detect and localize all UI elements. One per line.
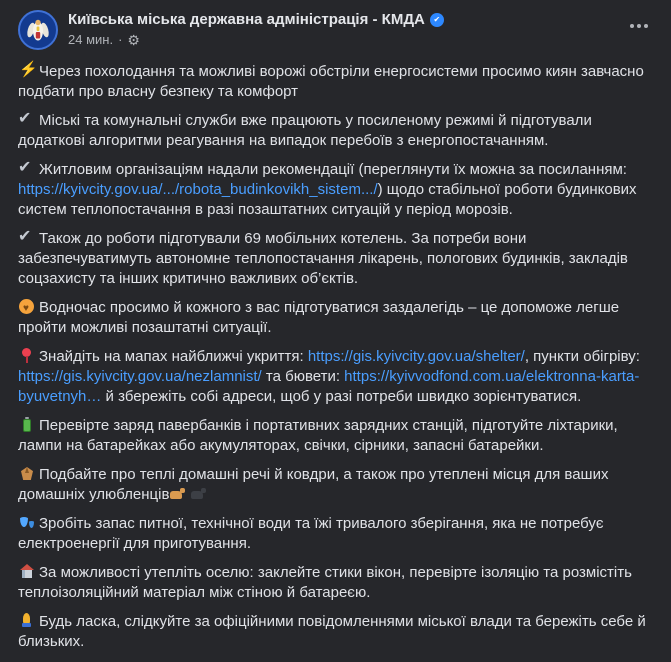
check-emoji bbox=[18, 230, 36, 245]
post-link[interactable]: https://gis.kyivcity.gov.ua/nezlamnist/ bbox=[18, 368, 262, 385]
black-cat-emoji bbox=[190, 486, 208, 501]
post-text: Через похолодання та можливі ворожі обстріли енергосистеми просимо киян завчасно подбати про власну безпеку та комфорт bbox=[18, 63, 644, 100]
post-text: ) щодо стабільної роботи будинкових систем теплопостачання в разі позаштатних ситуацій у період морозів. bbox=[18, 181, 637, 218]
page-name-row bbox=[68, 11, 444, 28]
post-link[interactable]: https://gis.kyivcity.gov.ua/shelter/ bbox=[307, 348, 525, 365]
page-avatar[interactable] bbox=[18, 10, 58, 50]
battery-emoji bbox=[18, 417, 36, 432]
kyiv-coat-of-arms-icon bbox=[18, 10, 58, 50]
post-text: та бювети: bbox=[261, 368, 345, 385]
post-paragraph bbox=[18, 229, 653, 289]
post-paragraph bbox=[18, 514, 653, 554]
more-options-icon bbox=[630, 24, 634, 28]
post-paragraph bbox=[18, 160, 653, 220]
post-paragraph bbox=[18, 612, 653, 652]
post-timestamp[interactable]: 24 мин. bbox=[68, 32, 114, 47]
header-meta bbox=[68, 10, 444, 47]
pray-emoji bbox=[18, 613, 36, 628]
page-name[interactable]: Київська міська державна адміністрація - КМДА bbox=[68, 11, 425, 28]
verified-badge-icon bbox=[430, 13, 444, 27]
dog-emoji bbox=[169, 486, 187, 501]
post-text: Зробіть запас питної, технічної води та їжі тривалого зберігання, яка не потребує електроенергії для приготування. bbox=[18, 515, 604, 552]
heart-hands-emoji bbox=[18, 299, 36, 314]
post-subheader bbox=[68, 32, 444, 47]
house-emoji bbox=[18, 564, 36, 579]
more-options-button[interactable] bbox=[623, 14, 655, 38]
lightning-emoji bbox=[18, 63, 36, 78]
post-text: , пункти обігріву: bbox=[524, 348, 640, 365]
post-paragraph bbox=[18, 298, 653, 338]
post-text: Подбайте про теплі домашні речі й ковдри, а також про утеплені місця для ваших домашніх улюбленців bbox=[18, 466, 609, 503]
post-paragraph bbox=[18, 563, 653, 603]
check-emoji bbox=[18, 161, 36, 176]
gear-icon: ⚙ bbox=[127, 31, 140, 48]
post-text: Водночас просимо й кожного з вас підготуватися заздалегідь – це допоможе легше пройти можливі позаштатні ситуації. bbox=[18, 299, 620, 336]
post-paragraph bbox=[18, 62, 653, 102]
post-text: й збережіть собі адреси, щоб у разі потреби швидко зорієнтуватися. bbox=[101, 388, 582, 405]
separator-dot: · bbox=[118, 32, 123, 47]
post-text: Перевірте заряд павербанків і портативних зарядних станцій, підготуйте ліхтарики, лампи на батарейках або акумуляторах, свічки, сірники, запасні батарейки. bbox=[18, 417, 618, 454]
post-paragraph bbox=[18, 347, 653, 407]
post-link[interactable]: https://kyivvodfond.com.ua/elektronna-karta-byuvetnyh… bbox=[18, 368, 640, 405]
post-paragraph bbox=[18, 111, 653, 151]
droplets-emoji bbox=[18, 515, 36, 530]
post-paragraph bbox=[18, 416, 653, 456]
post-paragraph bbox=[18, 465, 653, 505]
post-text: Будь ласка, слідкуйте за офіційними повідомленнями міської влади та бережіть себе й близьких. bbox=[18, 613, 646, 650]
check-emoji bbox=[18, 112, 36, 127]
post-text: За можливості утепліть оселю: заклейте стики вікон, перевірте ізоляцію та розмістіть теплоізоляційний матеріал між стіною й батареєю. bbox=[18, 564, 632, 601]
post-text: Знайдіть на мапах найближчі укриття: bbox=[39, 348, 308, 365]
post-link[interactable]: https://kyivcity.gov.ua/.../robota_budinkovikh_sistem.../ bbox=[18, 181, 378, 198]
post-body bbox=[0, 56, 671, 662]
post-text: Житловим організаціям надали рекомендації (переглянути їх можна за посиланням: bbox=[39, 161, 627, 178]
coat-emoji bbox=[18, 466, 36, 481]
post-text: Також до роботи підготували 69 мобільних котелень. За потреби вони забезпечуватимуть автономне теплопостачання лікарень, пологових будинків, закладів соцзахисту та інших критично важливих об’єктів. bbox=[18, 230, 628, 287]
post-text: Міські та комунальні служби вже працюють у посиленому режимі й підготували додаткові алгоритми реагування на випадок перебоїв з енергопостачанням. bbox=[18, 112, 592, 149]
post-header bbox=[0, 0, 671, 56]
pin-emoji bbox=[18, 348, 36, 363]
